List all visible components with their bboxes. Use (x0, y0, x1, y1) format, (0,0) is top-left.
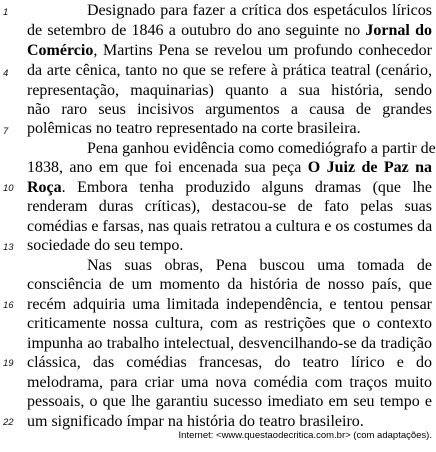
text-segment: renderam duras críticas), destacou-se de fato pelas suas (27, 198, 432, 215)
text-line (27, 20, 432, 42)
text-segment: representação, maquinarias) quanto a sua história, sendo (27, 82, 432, 99)
line-number: 22 (3, 417, 14, 428)
line-number: 13 (3, 242, 14, 253)
bold-title: Roça (27, 179, 62, 196)
text-segment: , Martins Pena se revelou um profundo conhecedor (93, 42, 432, 59)
line-number: 10 (3, 183, 14, 194)
text-line (27, 235, 432, 257)
text-segment: criticamente nossa cultura, com as restrições que o contexto (27, 315, 432, 332)
text-line (27, 352, 432, 374)
text-line (27, 157, 432, 179)
text-segment: 1838, ano em que foi encenada sua peça (27, 159, 308, 176)
text-segment: clássica, das comédias francesas, do teatro lírico e do (27, 354, 432, 371)
line-number: 4 (3, 68, 9, 79)
text-line (27, 40, 432, 62)
text-line (27, 274, 432, 296)
text-line (27, 60, 432, 82)
bold-title: Comércio (27, 42, 94, 59)
bold-title: Jornal do (365, 22, 432, 39)
text-segment: Pena ganhou evidência como comediógrafo a partir de (87, 140, 436, 157)
text-segment: comédias e farsas, nas quais retratou a cultura e os costumes da (27, 218, 433, 235)
text-segment: Designado para fazer a crítica dos espetáculos líricos (87, 2, 432, 19)
text-segment: de setembro de 1846 a outubro do ano seguinte no (27, 22, 366, 39)
text-line (27, 196, 432, 218)
text-segment: consciência de um momento da história de nosso país, que (27, 276, 432, 293)
text-line (27, 391, 432, 413)
text-segment: polêmicas no teatro representado na corte brasileira. (27, 120, 361, 137)
text-segment: . Embora tenha produzido alguns dramas (que lhe (61, 179, 432, 196)
text-line (27, 0, 432, 22)
text-segment: impunha ao trabalho intelectual, desvencilhando-se da tradição (27, 335, 432, 352)
text-line (27, 118, 432, 140)
text-segment: sociedade do seu tempo. (27, 237, 184, 254)
line-number: 19 (3, 358, 14, 369)
line-number: 16 (3, 300, 14, 311)
text-segment: da arte cênica, tanto no que se refere à prática teatral (cenário, (27, 62, 432, 79)
text-segment: não raro seus incisivos argumentos a causa de grandes (27, 101, 432, 118)
source-citation: Internet: <www.questaodecritica.com.br> (com adaptações). (178, 430, 432, 441)
line-number: 7 (3, 126, 9, 137)
text-segment: pessoais, o que lhe garantiu sucesso imediato em seu tempo e (27, 393, 432, 410)
text-line (27, 313, 432, 335)
text-segment: recém adquiria uma limitada independência, e tentou pensar (27, 296, 432, 313)
text-segment: um significado ímpar na história do teatro brasileiro. (27, 413, 364, 430)
text-segment: Nas suas obras, Pena buscou uma tomada de (87, 257, 432, 274)
bold-title: O Juiz de Paz na (307, 159, 432, 176)
text-segment: melodrama, para criar uma nova comédia com traços muito (27, 374, 432, 391)
line-number: 1 (3, 7, 9, 18)
